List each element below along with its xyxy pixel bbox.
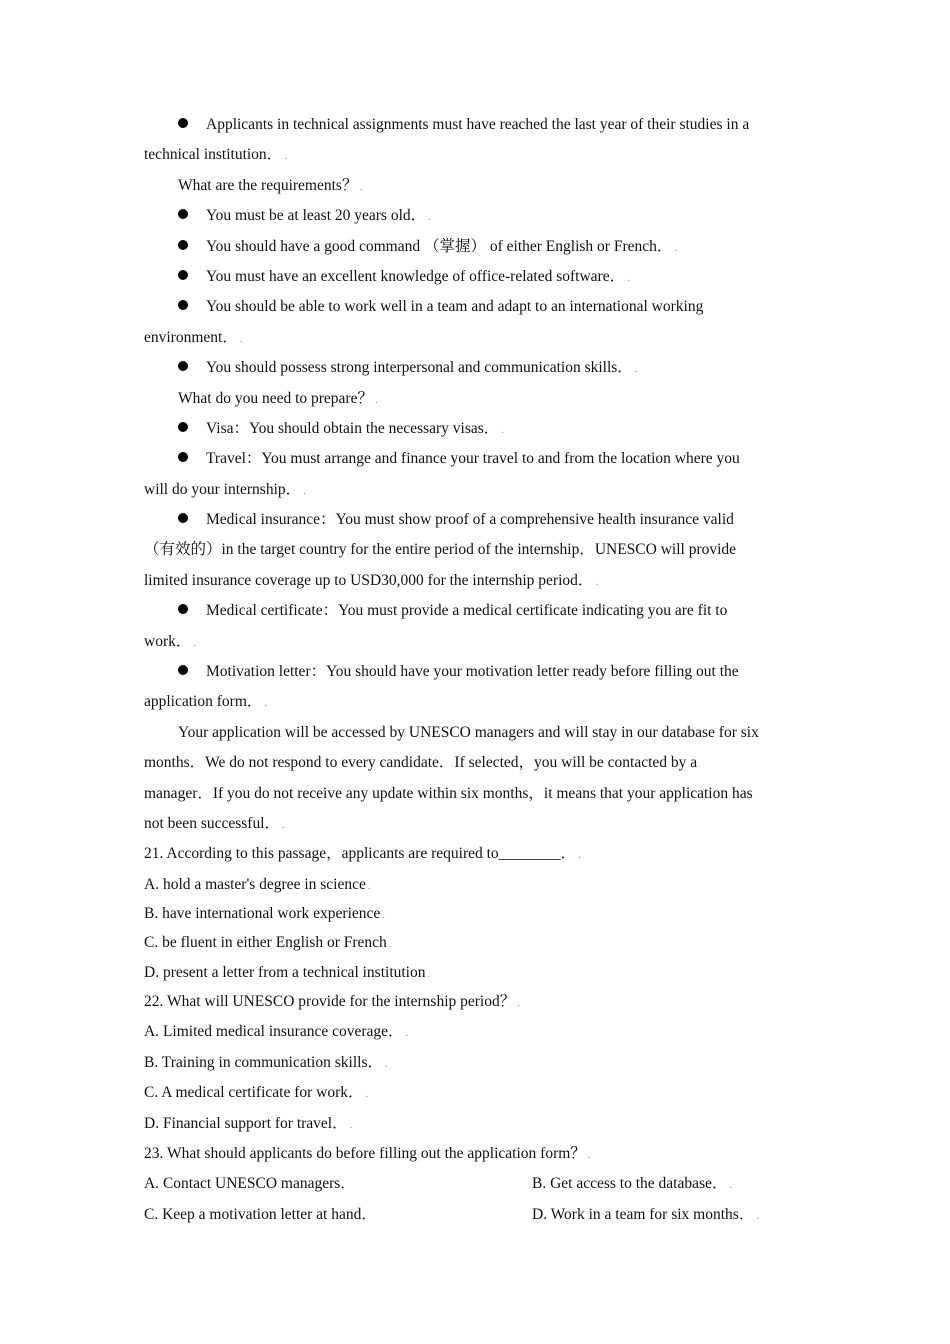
question-options-row	[144, 1200, 814, 1230]
prepare-heading: What do you need to prepare？ .	[178, 389, 378, 407]
question-option: C. be fluent in either English or French .	[144, 934, 392, 952]
bullet-item	[144, 110, 814, 140]
requirement-item: You must be at least 20 years old． .	[144, 201, 814, 231]
prepare-item: Medical certificate：You must provide a medical certificate indicating you are fit to	[144, 596, 814, 626]
requirement-item: You must have an excellent knowledge of office-related software． .	[144, 262, 814, 292]
bullet-icon	[178, 422, 188, 432]
prepare-item: Visa：You should obtain the necessary visas． .	[144, 414, 814, 444]
question-stem: 22. What will UNESCO provide for the internship period？ .	[144, 992, 520, 1010]
requirement-continuation: environment． .	[144, 328, 243, 346]
requirement-item: You should be able to work well in a team and adapt to an international working	[144, 292, 814, 322]
question-option: C. A medical certificate for work． .	[144, 1084, 369, 1102]
question-option: A. hold a master's degree in science .	[144, 875, 371, 893]
bullet-icon	[178, 513, 188, 523]
prepare-continuation: （有效的）in the target country for the entire period of the internship．UNESCO will provide	[144, 541, 737, 559]
bullet-icon	[178, 665, 188, 675]
bullet-icon	[178, 604, 188, 614]
bullet-icon	[178, 270, 188, 280]
prepare-continuation: limited insurance coverage up to USD30,000 for the internship period． .	[144, 571, 599, 589]
question-option: D. Work in a team for six months． .	[532, 1205, 760, 1223]
bullet-icon	[178, 209, 188, 219]
bullet-icon	[178, 118, 188, 128]
bullet-icon	[178, 452, 188, 462]
question-option: D. present a letter from a technical institution .	[144, 963, 431, 981]
prepare-continuation: will do your internship． .	[144, 480, 306, 498]
closing-paragraph-line: Your application will be accessed by UNESCO managers and will stay in our database for six	[178, 723, 759, 741]
prepare-item: Motivation letter：You should have your motivation letter ready before filling out the	[144, 657, 814, 687]
question-option: B. Training in communication skills． .	[144, 1053, 388, 1071]
requirements-heading: What are the requirements？ .	[178, 176, 363, 194]
requirement-item: You should possess strong interpersonal and communication skills． .	[144, 353, 814, 383]
question-option: C. Keep a motivation letter at hand．	[144, 1205, 377, 1223]
question-stem: 23. What should applicants do before filling out the application form？ .	[144, 1144, 591, 1162]
bullet-icon	[178, 240, 188, 250]
prepare-item: Travel：You must arrange and finance your travel to and from the location where you	[144, 444, 814, 474]
bullet-icon	[178, 300, 188, 310]
prepare-item: Medical insurance：You must show proof of a comprehensive health insurance valid	[144, 505, 814, 535]
prepare-continuation: work． .	[144, 632, 197, 650]
prepare-continuation: application form． .	[144, 693, 268, 711]
closing-paragraph-line: months．We do not respond to every candidate．If selected，you will be contacted by a	[144, 754, 698, 772]
question-option: D. Financial support for travel． .	[144, 1114, 353, 1132]
closing-paragraph-line: not been successful． .	[144, 814, 285, 832]
question-stem: 21. According to this passage，applicants are required to________． .	[144, 845, 581, 863]
document-page	[144, 110, 814, 1230]
question-option: B. Get access to the database． .	[532, 1175, 733, 1193]
question-option: B. have international work experience .	[144, 905, 386, 923]
question-option: A. Contact UNESCO managers．	[144, 1175, 356, 1193]
question-options-row	[144, 1169, 814, 1199]
bullet-text: Applicants in technical assignments must have reached the last year of their studies in a	[206, 116, 750, 133]
bullet-continuation: technical institution． .	[144, 146, 287, 164]
requirement-item: You should have a good command （掌握） of either English or French． .	[144, 232, 814, 262]
closing-paragraph-line: manager．If you do not receive any update within six months，it means that your application has	[144, 784, 753, 802]
question-option: A. Limited medical insurance coverage． .	[144, 1023, 409, 1041]
bullet-icon	[178, 361, 188, 371]
